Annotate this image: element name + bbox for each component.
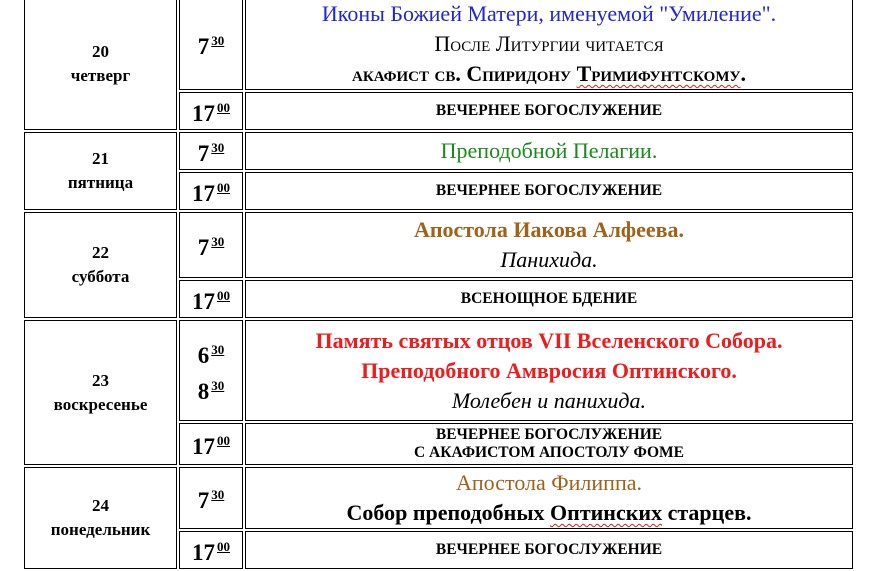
time-minutes: 30 — [211, 234, 225, 249]
day-21-morning-row — [24, 132, 853, 170]
evening-service-line: С АКАФИСТОМ АПОСТОЛУ ФОМЕ — [413, 444, 685, 461]
day-number: 20 — [92, 42, 109, 61]
time-minutes: 30 — [211, 33, 225, 48]
evening-service: ВЕЧЕРНЕЕ БОГОСЛУЖЕНИЕ — [245, 92, 853, 130]
day-cell — [24, 212, 177, 318]
evening-service — [245, 423, 853, 465]
morning-time — [179, 467, 243, 529]
evening-service: ВЕЧЕРНЕЕ БОГОСЛУЖЕНИЕ — [245, 531, 853, 569]
feast-subtitle: Преподобного Амвросия Оптинского. — [361, 357, 737, 383]
evening-time — [179, 172, 243, 210]
sobor-suffix: старцев. — [662, 500, 752, 525]
time-hour: 17 — [192, 289, 215, 314]
feast-title: Преподобной Пелагии. — [440, 138, 658, 163]
time-hour: 6 — [197, 342, 210, 368]
evening-time — [179, 280, 243, 318]
day-cell — [24, 467, 177, 569]
day-24-morning-row — [24, 467, 853, 529]
time-hour: 17 — [192, 181, 215, 206]
time-hour: 7 — [197, 141, 210, 166]
day-23-morning-row — [24, 320, 853, 421]
time-hour: 17 — [192, 434, 215, 459]
morning-description — [245, 320, 853, 421]
day-weekday: пятница — [67, 173, 134, 192]
evening-time — [179, 423, 243, 465]
time-minutes: 30 — [211, 341, 225, 357]
day-20-morning-row — [24, 0, 853, 90]
time-hour: 17 — [192, 540, 215, 565]
day-weekday: воскресенье — [53, 394, 148, 414]
day-number: 24 — [92, 496, 109, 515]
evening-service: ВЕЧЕРНЕЕ БОГОСЛУЖЕНИЕ — [245, 172, 853, 210]
feast-title: Иконы Божией Матери, именуемой "Умиление". — [321, 1, 777, 26]
morning-description — [245, 0, 853, 90]
day-number: 23 — [92, 370, 109, 390]
morning-description — [245, 212, 853, 278]
sobor-place: Оптинских — [550, 500, 663, 525]
morning-description — [245, 132, 853, 170]
day-cell — [24, 0, 177, 130]
time-hour: 7 — [197, 34, 210, 59]
akafist-prefix: акафист св. — [352, 61, 467, 86]
liturgy-note: После Литургии читается — [434, 31, 664, 56]
time-hour: 17 — [192, 101, 215, 126]
time-minutes: 30 — [211, 377, 225, 393]
day-cell — [24, 132, 177, 210]
day-number: 21 — [92, 149, 109, 168]
day-cell — [24, 320, 177, 465]
time-minutes: 00 — [217, 539, 230, 554]
time-hour: 7 — [197, 235, 210, 260]
day-weekday: четверг — [70, 66, 131, 85]
time-minutes: 00 — [217, 433, 230, 448]
morning-time — [179, 212, 243, 278]
day-number: 22 — [92, 243, 109, 262]
morning-time — [179, 0, 243, 90]
akafist-line — [246, 59, 852, 89]
schedule-table — [22, 0, 855, 571]
morning-time — [179, 132, 243, 170]
day-weekday: понедельник — [50, 520, 151, 539]
feast-title: Апостола Филиппа. — [456, 470, 642, 495]
feast-title: Память святых отцов VII Вселенского Собора. — [315, 327, 783, 353]
time-hour: 7 — [197, 488, 210, 513]
service-note: Молебен и панихида. — [451, 387, 647, 413]
service-note: Панихида. — [500, 247, 598, 272]
sobor-line — [246, 498, 852, 528]
evening-time — [179, 531, 243, 569]
sobor-prefix: Собор преподобных — [346, 500, 551, 525]
time-minutes: 30 — [211, 487, 225, 502]
time-minutes: 00 — [217, 180, 230, 195]
time-minutes: 30 — [211, 140, 225, 155]
evening-service-line: ВЕЧЕРНЕЕ БОГОСЛУЖЕНИЕ — [435, 426, 663, 443]
evening-service: ВСЕНОЩНОЕ БДЕНИЕ — [245, 280, 853, 318]
evening-time — [179, 92, 243, 130]
akafist-period: . — [740, 61, 746, 86]
day-22-morning-row — [24, 212, 853, 278]
time-minutes: 00 — [217, 288, 230, 303]
day-weekday: суббота — [71, 267, 130, 286]
akafist-place: Тримифунтскому — [576, 61, 741, 86]
time-minutes: 00 — [217, 100, 230, 115]
feast-title: Апостола Иакова Алфеева. — [413, 217, 685, 242]
morning-description — [245, 467, 853, 529]
morning-time — [179, 320, 243, 421]
time-hour: 8 — [197, 378, 210, 404]
akafist-saint: Спиридону — [466, 61, 577, 86]
